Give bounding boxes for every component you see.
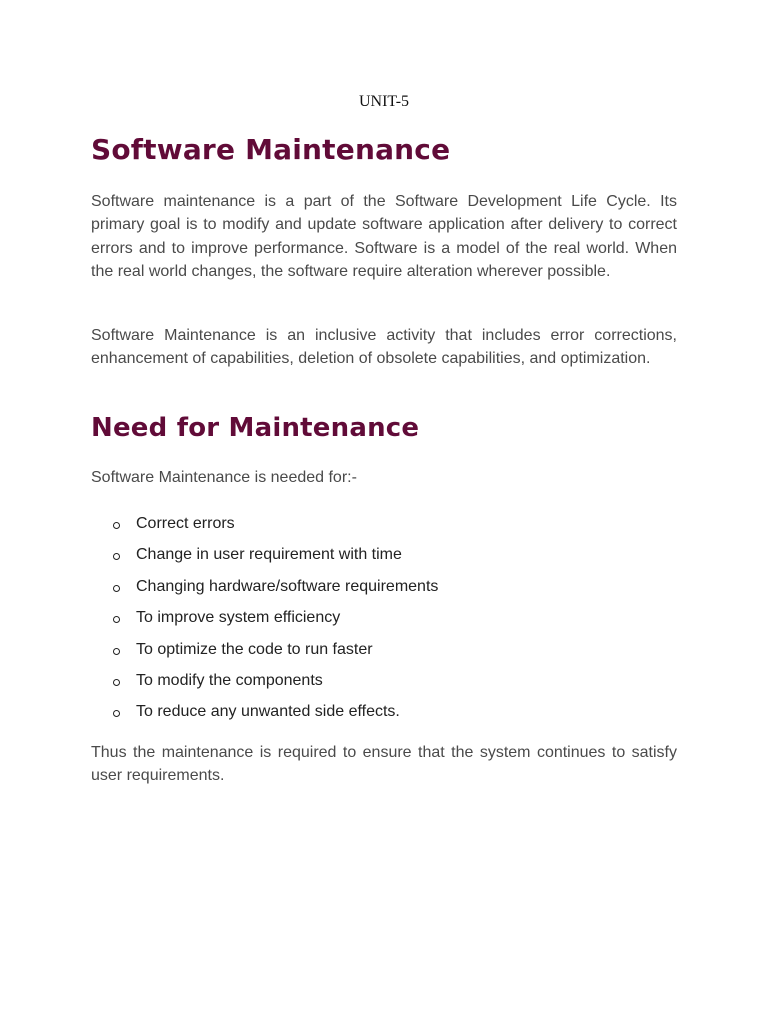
list-item xyxy=(91,636,677,667)
list-item-text: To improve system efficiency xyxy=(136,609,341,627)
circle-bullet-icon xyxy=(113,585,120,592)
needs-list xyxy=(91,510,677,730)
circle-bullet-icon xyxy=(113,553,120,560)
inclusive-activity-paragraph: Software Maintenance is an inclusive activity that includes error corrections, enhancement of capabilities, deletion of obsolete capabilities, and optimization. xyxy=(91,327,677,368)
intro-paragraph: Software maintenance is a part of the Software Development Life Cycle. Its primary goal is to modify and update software application after delivery to correct errors and to improve performance. Software is a model of the real world. When the real world changes, the software require alteration wherever possible. xyxy=(91,193,677,280)
list-item xyxy=(91,573,677,604)
list-item xyxy=(91,698,677,729)
list-item-text: To optimize the code to run faster xyxy=(136,640,373,658)
circle-bullet-icon xyxy=(113,679,120,686)
conclusion-paragraph: Thus the maintenance is required to ensure that the system continues to satisfy user requirements. xyxy=(91,744,677,785)
list-item-text: Change in user requirement with time xyxy=(136,546,402,564)
list-item xyxy=(91,604,677,635)
list-item-text: To reduce any unwanted side effects. xyxy=(136,703,400,721)
list-item-text: To modify the components xyxy=(136,671,323,689)
need-for-maintenance-heading: Need for Maintenance xyxy=(91,413,420,443)
circle-bullet-icon xyxy=(113,616,120,623)
list-item xyxy=(91,667,677,698)
list-item xyxy=(91,541,677,572)
unit-label: UNIT-5 xyxy=(358,93,410,110)
circle-bullet-icon xyxy=(113,710,120,717)
list-item-text: Correct errors xyxy=(136,515,235,532)
list-item-text: Changing hardware/software requirements xyxy=(136,577,439,595)
needed-for-paragraph: Software Maintenance is needed for:- xyxy=(91,469,357,486)
page-title: Software Maintenance xyxy=(91,133,451,166)
list-item xyxy=(91,510,677,541)
circle-bullet-icon xyxy=(113,648,120,655)
circle-bullet-icon xyxy=(113,522,120,529)
